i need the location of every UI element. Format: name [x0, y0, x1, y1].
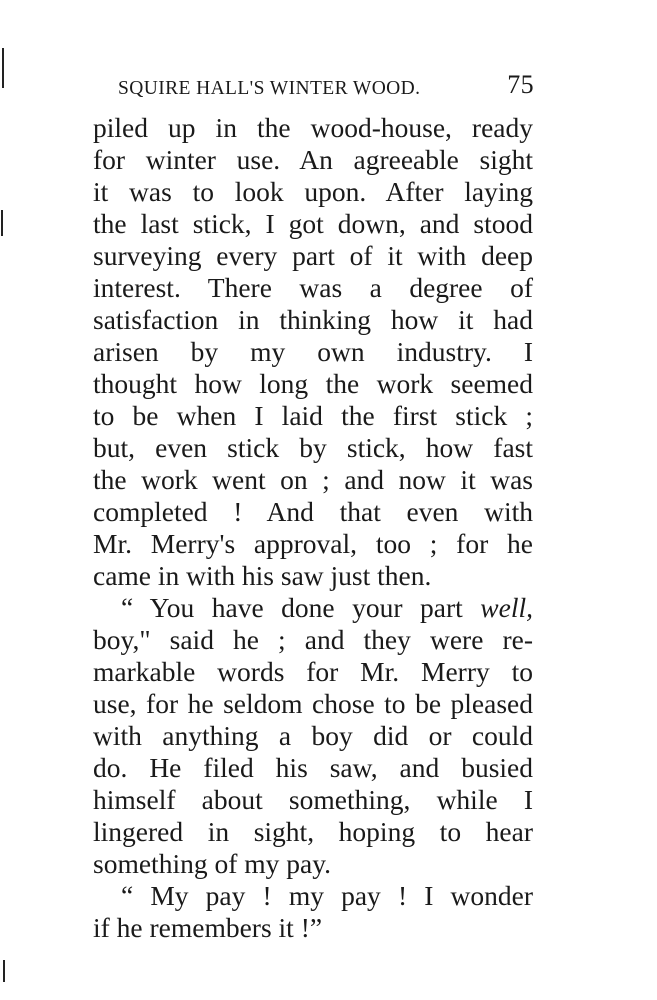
text-line: use, for he seldom chose to be pleased: [93, 688, 533, 719]
page-edge-mark: [1, 210, 3, 236]
text-line: piled up in the wood-house, ready: [93, 112, 533, 143]
text-line: himself about something, while I: [93, 784, 533, 815]
text-line: came in with his saw just then.: [93, 560, 432, 591]
text-line: do. He filed his saw, and busied: [93, 752, 533, 783]
text-line: [121, 592, 533, 624]
text-line: but, even stick by stick, how fast: [93, 432, 533, 463]
text-line: the work went on ; and now it was: [93, 464, 533, 495]
text-line: markable words for Mr. Merry to: [93, 656, 533, 687]
text-line: with anything a boy did or could: [93, 720, 533, 751]
page-edge-mark: [3, 960, 5, 982]
text-line: lingered in sight, hoping to hear: [93, 816, 533, 847]
text-line: the last stick, I got down, and stood: [93, 208, 533, 239]
running-header: [118, 70, 538, 106]
text-line: “ My pay ! my pay ! I wonder: [121, 880, 533, 911]
page-number: 75: [507, 70, 534, 99]
text-line: arisen by my own industry. I: [93, 336, 533, 367]
text-line: for winter use. An agreeable sight: [93, 144, 533, 175]
page-edge-mark: [2, 48, 4, 88]
text-line: interest. There was a degree of: [93, 272, 533, 303]
text-line: Mr. Merry's approval, too ; for he: [93, 528, 533, 559]
text-line: it was to look upon. After laying: [93, 176, 533, 207]
text-line: satisfaction in thinking how it had: [93, 304, 533, 335]
text-line: thought how long the work seemed: [93, 368, 533, 399]
text-line: boy," said he ; and they were re-: [93, 624, 533, 655]
text-span: “ You have done your part: [121, 592, 481, 623]
text-line: to be when I laid the first stick ;: [93, 400, 533, 431]
text-line: completed ! And that even with: [93, 496, 533, 527]
emphasis-text: well,: [480, 592, 533, 623]
text-line: surveying every part of it with deep: [93, 240, 533, 271]
text-line: something of my pay.: [93, 848, 332, 879]
text-line: if he remembers it !”: [93, 912, 323, 943]
running-title: SQUIRE HALL'S WINTER WOOD.: [118, 78, 421, 99]
